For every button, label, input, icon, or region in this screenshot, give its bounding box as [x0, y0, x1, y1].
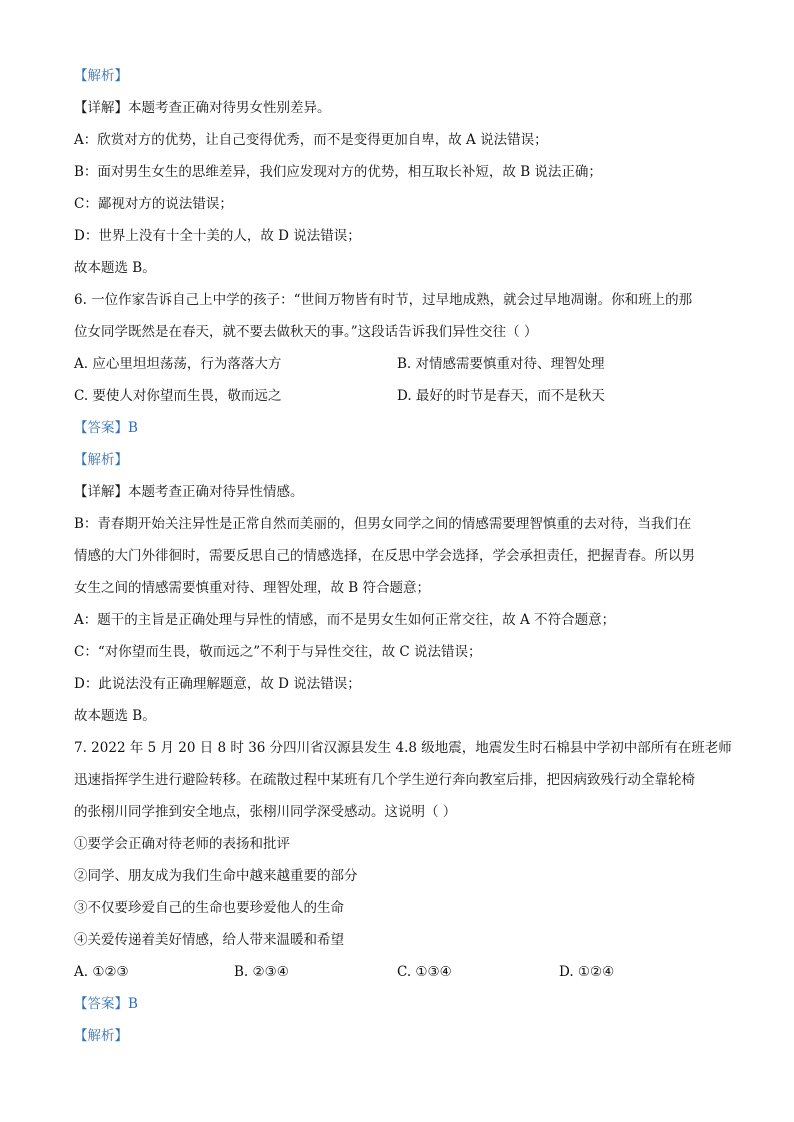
explanation-line: D：世界上没有十全十美的人，故 D 说法错误； [74, 228, 361, 244]
question-7-stem: 迅速指挥学生进行避险转移。在疏散过程中某班有几个学生逆行奔向教室后排，把因病致残行动全靠轮椅 [74, 772, 695, 788]
question-7-stem: 的张栩川同学推到安全地点，张栩川同学深受感动。这说明（ ） [74, 804, 457, 820]
explanation-line: 女生之间的情感需要慎重对待、理智处理，故 B 符合题意； [74, 580, 431, 596]
conclusion-line: 故本题选 B。 [74, 708, 156, 724]
conclusion-line: 故本题选 B。 [74, 260, 156, 276]
explanation-line: B：青春期开始关注异性是正常自然而美丽的，但男女同学之间的情感需要理智慎重的去对待，当我们在 [74, 516, 692, 532]
question-7-option-b: B. ②③④ [234, 964, 289, 980]
question-6-option-d: D. 最好的时节是春天，而不是秋天 [397, 388, 605, 404]
question-7-statement-1: ①要学会正确对待老师的表扬和批评 [74, 836, 290, 852]
question-7-statement-4: ④关爱传递着美好情感，给人带来温暖和希望 [74, 932, 344, 948]
question-7-option-d: D. ①②④ [559, 964, 615, 980]
explanation-line: A：题干的主旨是正确处理与异性的情感，而不是男女生如何正常交往，故 A 不符合题意； [74, 612, 616, 628]
analysis-label: 【解析】 [74, 1028, 128, 1044]
analysis-label: 【解析】 [74, 68, 128, 84]
explanation-line: D：此说法没有正确理解题意，故 D 说法错误； [74, 676, 361, 692]
explanation-line: C：“对你望而生畏，敬而远之”不利于与异性交往，故 C 说法错误； [74, 644, 482, 660]
explanation-line: B：面对男生女生的思维差异，我们应发现对方的优势，相互取长补短，故 B 说法正确； [74, 164, 602, 180]
answer-label: 【答案】B [74, 996, 138, 1012]
answer-label: 【答案】B [74, 420, 138, 436]
explanation-line: C：鄙视对方的说法错误； [74, 196, 233, 212]
explanation-line: A：欣赏对方的优势，让自己变得优秀，而不是变得更加自卑，故 A 说法错误； [74, 132, 548, 148]
detail-line: 【详解】本题考查正确对待异性情感。 [74, 484, 304, 500]
question-7-stem: 7. 2022 年 5 月 20 日 8 时 36 分四川省汉源县发生 4.8 级地震，地震发生时石棉县中学初中部所有在班老师 [74, 740, 732, 756]
question-6-stem: 位女同学既然是在春天，就不要去做秋天的事。”这段话告诉我们异性交往（ ） [74, 324, 538, 340]
question-6-option-c: C. 要使人对你望而生畏，敬而远之 [74, 388, 282, 404]
question-7-option-a: A. ①②③ [74, 964, 129, 980]
question-7-option-c: C. ①③④ [397, 964, 452, 980]
question-7-statement-2: ②同学、朋友成为我们生命中越来越重要的部分 [74, 868, 358, 884]
analysis-label: 【解析】 [74, 452, 128, 468]
question-6-option-b: B. 对情感需要慎重对待、理智处理 [397, 356, 605, 372]
question-7-statement-3: ③不仅要珍爱自己的生命也要珍爱他人的生命 [74, 900, 344, 916]
explanation-line: 情感的大门外徘徊时，需要反思自己的情感选择，在反思中学会选择，学会承担责任，把握青春。所以男 [74, 548, 695, 564]
question-6-stem: 6. 一位作家告诉自己上中学的孩子：“世间万物皆有时节，过早地成熟，就会过早地凋谢。你和班上的那 [74, 292, 693, 308]
detail-line: 【详解】本题考查正确对待男女性别差异。 [74, 100, 331, 116]
question-6-option-a: A. 应心里坦坦荡荡，行为落落大方 [74, 356, 282, 372]
